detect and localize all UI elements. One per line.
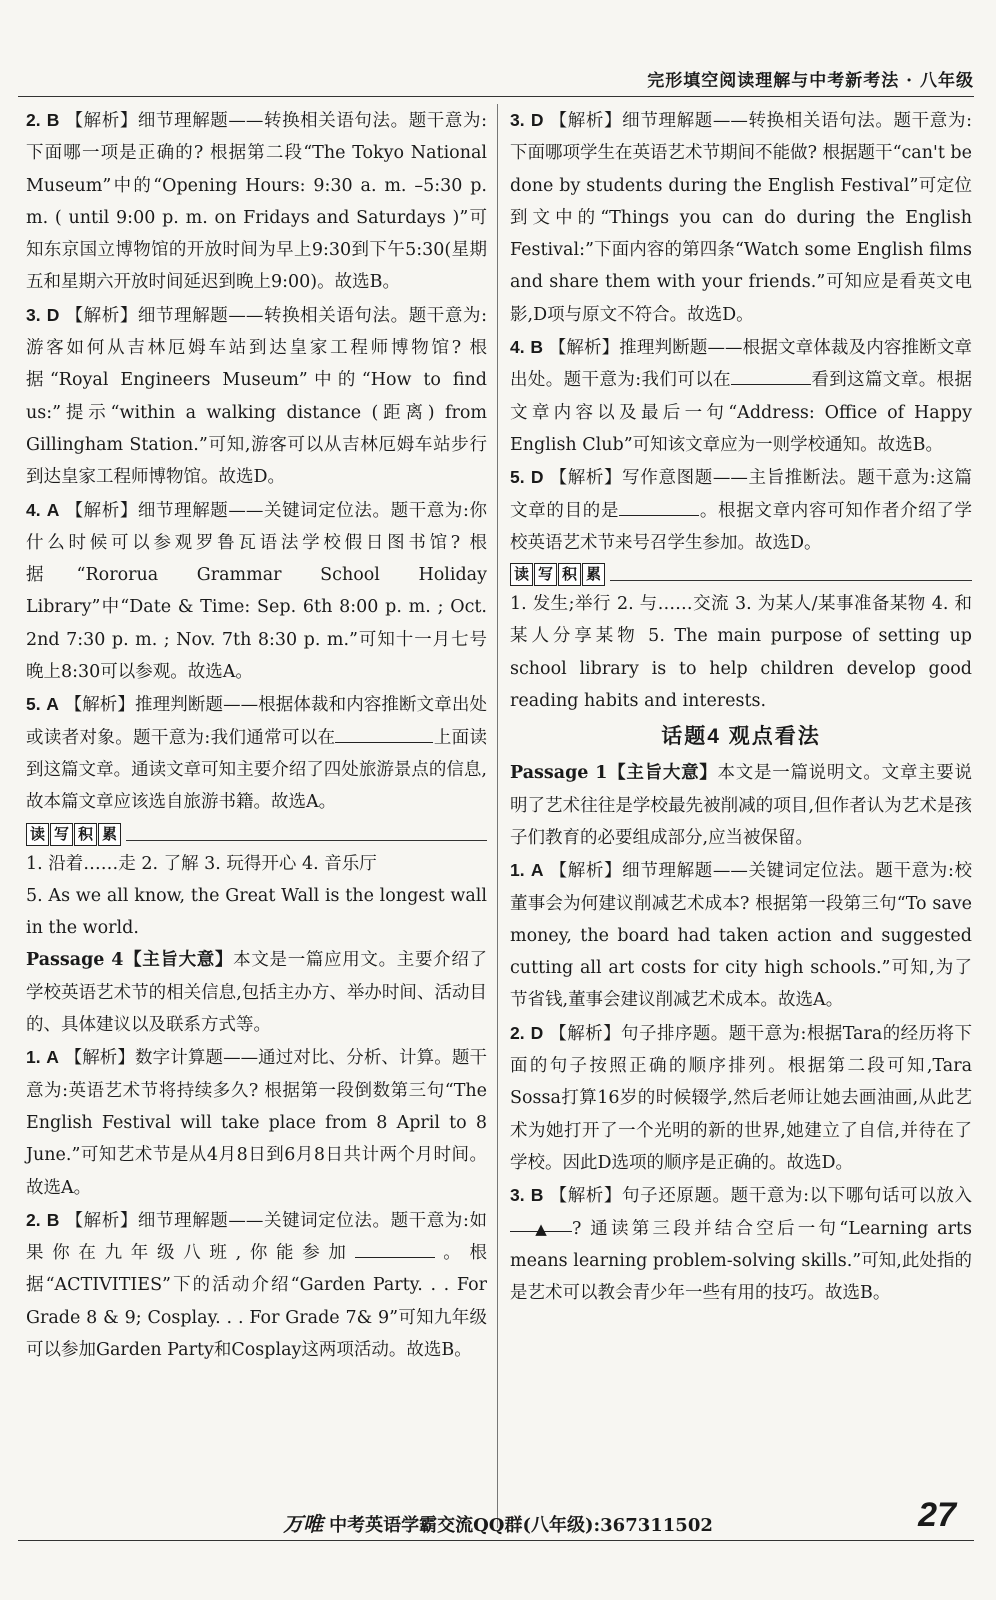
reading-writing-section-label: 读 写 积 累 [26, 823, 487, 846]
page-number: 27 [918, 1496, 956, 1534]
header-rule [18, 96, 974, 97]
accumulation-text: 1. 沿着……走 2. 了解 3. 玩得开心 4. 音乐厅 [26, 853, 377, 874]
page-header: 完形填空阅读理解与中考新考法 · 八年级 [647, 71, 974, 91]
left-column [26, 104, 487, 1366]
answer-item: 2. B 【解析】细节理解题——关键词定位法。题干意为:如果你在九年级八班,你能参加 。根据“ACTIVITIES”下的活动介绍“Garden Party. . . For Grade 8 & 9; Cosplay. . . For Grade 7& 9”可知九年级可以参加Garden Party和Cosplay这两项活动。故选B。 [26, 1209, 488, 1360]
brand-logo: 万唯 [283, 1514, 324, 1536]
passage-summary: Passage 4【主旨大意】本文是一篇应用文。主要介绍了学校英语艺术节的相关信息,包括主办方、举办时间、活动目的、具体建议以及联系方式等。 [26, 950, 487, 1036]
fill-blank [355, 1239, 435, 1258]
answer-item: 3. D 【解析】细节理解题——转换相关语句法。题干意为:下面哪项学生在英语艺术节期间不能做? 根据题干“can't be done by students during the English Festival”可定位到文中的“Things you can do during the English Festival:”下面内容的第四条“Watch some English films and share them with your friends.”可知应是看英文电影,D项与原文不符合。故选D。 [510, 110, 972, 325]
column-divider [497, 104, 498, 1528]
accumulation-text: 5. As we all know, the Great Wall is the longest wall in the world. [26, 885, 487, 939]
answer-item: 4. B 【解析】推理判断题——根据文章体裁及内容推断文章出处。题干意为:我们可以在 看到这篇文章。根据文章内容以及最后一句“Address: Office of Happy English Club”可知该文章应为一则学校通知。故选B。 [510, 337, 972, 455]
answer-item: 5. A 【解析】推理判断题——根据体裁和内容推断文章出处或读者对象。题干意为:我们通常可以在 上面读到这篇文章。通读文章可知主要介绍了四处旅游景点的信息,故本篇文章应该选自旅游书籍。故选A。 [26, 694, 487, 813]
right-column [510, 104, 972, 1309]
answer-item: 1. A 【解析】数字计算题——通过对比、分析、计算。题干意为:英语艺术节将持续多久? 根据第一段倒数第三句“The English Festival will take place from 8 April to 8 June.”可知艺术节是从4月8日到6月8日共计两个月时间。故选A。 [26, 1047, 487, 1198]
triangle-marker: ▲ [535, 1219, 547, 1238]
accumulation-text: 1. 发生;举行 2. 与……交流 3. 为某人/某事准备某物 4. 和某人分享某物 5. The main purpose of setting up school library is to help children develop good reading habits and interests. [510, 594, 972, 712]
answer-item: 2. B 【解析】细节理解题——转换相关语句法。题干意为:下面哪一项是正确的? 根据第二段“The Tokyo National Museum”中的“Opening Hours: 9:30 a. m. –5:30 p. m. ( until 9:00 p. m. on Fridays and Saturdays )”可知东京国立博物馆的开放时间为早上9:30到下午5:30(星期五和星期六开放时间延迟到晚上9:00)。故选B。 [26, 110, 487, 293]
page-footer: 万唯 中考英语学霸交流QQ群(八年级):367311502 [283, 1514, 713, 1536]
answer-item: 3. B 【解析】句子还原题。题干意为:以下哪句话可以放入▲ ? 通读第三段并结合空后一句“Learning arts means learning problem-solving skills.”可知,此处指的是艺术可以教会青少年一些有用的技巧。故选B。 [510, 1185, 972, 1304]
passage-summary: Passage 1【主旨大意】本文是一篇说明文。文章主要说明了艺术往往是学校最先被削减的项目,但作者认为艺术是孩子们教育的必要组成部分,应当被保留。 [510, 763, 973, 848]
answer-item: 1. A 【解析】细节理解题——关键词定位法。题干意为:校董事会为何建议削减艺术成本? 根据第一段第三句“To save money, the board had taken action and suggested cutting all art costs for city high schools.”可知,为了节省钱,董事会建议削减艺术成本。故选A。 [510, 860, 972, 1011]
answer-item: 4. A 【解析】细节理解题——关键词定位法。题干意为:你什么时候可以参观罗鲁瓦语法学校假日图书馆? 根据“Rororua Grammar School Holiday Library”中“Date & Time: Sep. 6th 8:00 p. m. ; Oct. 2nd 7:30 p. m. ; Nov. 7th 8:30 p. m.”可知十一月七号晚上8:30可以参观。故选A。 [26, 499, 487, 683]
topic-heading: 话题4 观点看法 [661, 725, 821, 749]
answer-item: 3. D 【解析】细节理解题——转换相关语句法。题干意为:游客如何从吉林厄姆车站到达皇家工程师博物馆? 根据“Royal Engineers Museum”中的“How to find us:”提示“within a walking distance (距离) from Gillingham Station.”可知,游客可以从吉林厄姆车站步行到达皇家工程师博物馆。故选D。 [26, 304, 487, 488]
footer-rule [18, 1540, 974, 1541]
reading-writing-section-label: 读 写 积 累 [510, 563, 972, 586]
fill-blank [510, 1213, 572, 1238]
answer-item: 5. D 【解析】写作意图题——主旨推断法。题干意为:这篇文章的目的是 。根据文章内容可知作者介绍了学校英语艺术节来号召学生参加。故选D。 [510, 467, 973, 553]
fill-blank [335, 723, 433, 742]
fill-blank [731, 366, 811, 385]
fill-blank [619, 496, 699, 515]
answer-item: 2. D 【解析】句子排序题。题干意为:根据Tara的经历将下面的句子按照正确的顺序排列。根据第二段可知,Tara Sossa打算16岁的时候辍学,然后老师让她去画油画,从此艺术为她打开了一个光明的新的世界,她建立了自信,并待在了学校。因此D选项的顺序是正确的。故选D。 [510, 1022, 972, 1173]
